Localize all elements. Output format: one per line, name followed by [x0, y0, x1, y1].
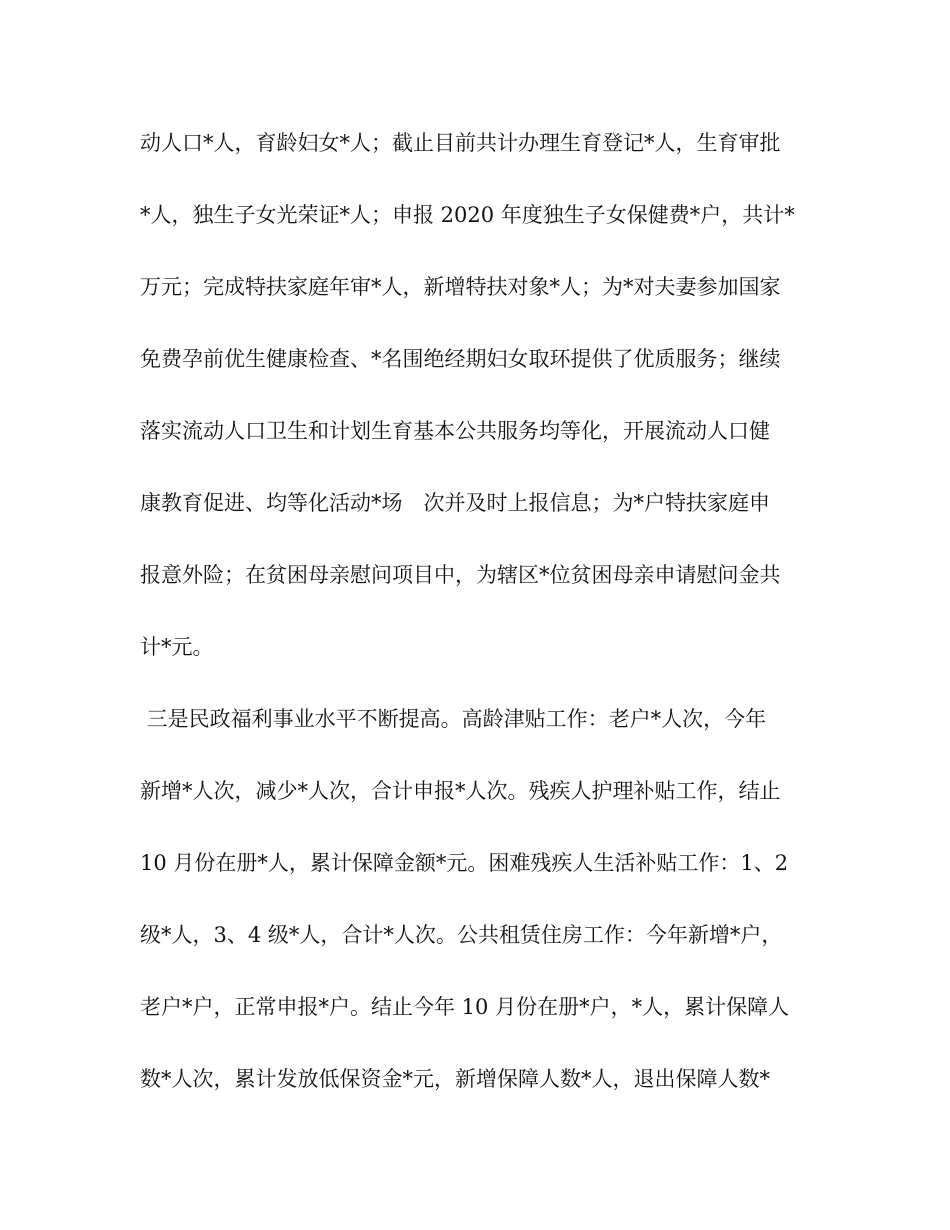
body-text-line: 动人口*人，育龄妇女*人；截止目前共计办理生育登记*人，生育审批: [140, 131, 781, 155]
body-text-line: 康教育促进、均等化活动*场 次并及时上报信息；为*户特扶家庭申: [140, 491, 770, 515]
body-text-line: 老户*户，正常申报*户。结止今年 10 月份在册*户，*人，累计保障人: [140, 995, 790, 1019]
body-text-line: 落实流动人口卫生和计划生育基本公共服务均等化，开展流动人口健: [140, 419, 770, 443]
body-text-line: 免费孕前优生健康检查、*名围绝经期妇女取环提供了优质服务；继续: [140, 347, 781, 371]
body-text-line: 新增*人次，减少*人次，合计申报*人次。残疾人护理补贴工作，结止: [140, 779, 781, 803]
body-text-line: 万元；完成特扶家庭年审*人，新增特扶对象*人；为*对夫妻参加国家: [140, 275, 781, 299]
body-text-line: *人，独生子女光荣证*人；申报 2020 年度独生子女保健费*户，共计*: [140, 203, 795, 227]
paragraph-start-line: 三是民政福利事业水平不断提高。高龄津贴工作：老户*人次，今年: [140, 707, 767, 731]
body-text-line: 报意外险；在贫困母亲慰问项目中，为辖区*位贫困母亲申请慰问金共: [140, 563, 781, 587]
body-text-line: 数*人次，累计发放低保资金*元，新增保障人数*人，退出保障人数*: [140, 1067, 770, 1091]
body-text-line: 计*元。: [140, 635, 214, 659]
body-text-line: 10 月份在册*人，累计保障金额*元。困难残疾人生活补贴工作：1、2: [140, 851, 789, 875]
body-text-line: 级*人，3、4 级*人，合计*人次。公共租赁住房工作：今年新增*户，: [140, 923, 783, 947]
